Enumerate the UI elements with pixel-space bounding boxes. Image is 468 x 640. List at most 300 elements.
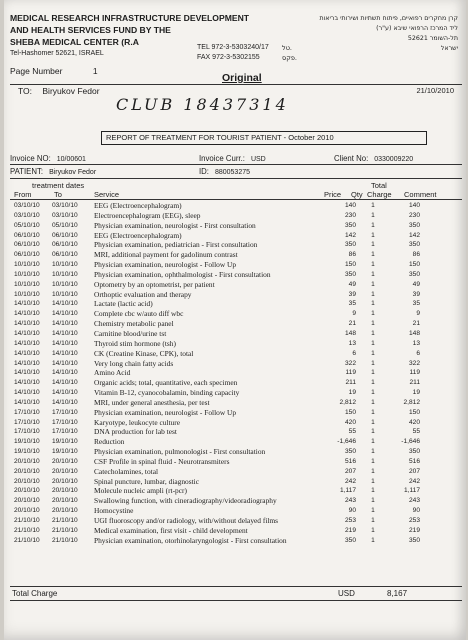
row-from-date: 21/10/10 [14,517,40,524]
row-to-date: 14/10/10 [52,329,78,337]
table-row [14,319,464,329]
row-to-date: 06/10/10 [52,241,78,249]
row-price: 55 [348,428,356,436]
row-service: Catecholamines, total [94,466,159,476]
row-charge: 142 [408,231,420,239]
row-price: 119 [345,369,356,377]
row-from-date: 03/10/10 [14,202,40,209]
row-to-date: 20/10/10 [52,507,78,515]
row-qty: 1 [371,369,375,377]
hebrew-contact-labels [282,43,297,63]
row-qty: 1 [371,398,375,406]
row-service: Physician examination, neurologist - First consultation [94,220,256,230]
row-from-date: 10/10/10 [14,290,40,298]
row-from-date: 17/10/10 [14,408,40,416]
row-charge: 211 [409,379,420,387]
row-from-date: 03/10/10 [14,211,40,219]
col-from: From [14,190,32,199]
recipient [18,86,100,96]
invoice-curr-value: USD [250,156,266,163]
row-price: -1,646 [337,438,356,446]
row-service: Vitamin B-12, cyanocobalamin, binding capacity [94,388,240,398]
row-charge: 90 [412,507,420,515]
hebrew-tel-label: טל. [282,44,292,52]
row-qty: 1 [371,221,375,229]
total-amount: 8,167 [387,589,408,598]
row-qty: 1 [371,359,375,367]
table-row [14,240,464,250]
table-row [14,427,464,437]
row-charge: 1,117 [403,487,420,495]
hebrew-line-3: תל-השומר 52621 [407,35,458,42]
client-no-label: Client No: [334,154,369,163]
row-to-date: 14/10/10 [52,359,78,367]
hebrew-line-2: ליד המרכז הרפואי שיבא (ע"ר) [376,25,458,32]
row-qty: 1 [371,536,375,544]
row-charge: 350 [408,536,420,544]
row-charge: 150 [408,261,420,269]
row-price: 207 [344,467,356,475]
row-from-date: 20/10/10 [14,487,40,495]
row-charge: 420 [408,418,420,426]
row-charge: -1,646 [401,438,420,446]
row-price: 219 [344,526,356,534]
to-name: Biryukov Fedor [42,86,100,96]
row-service: Homocystine [94,506,134,516]
row-charge: 49 [412,280,420,288]
row-price: 6 [352,349,356,357]
row-price: 242 [344,477,356,485]
hebrew-fax-label: פקס. [282,54,297,62]
row-price: 39 [348,290,356,298]
row-qty: 1 [371,418,375,426]
table-row [14,339,464,349]
row-service: DNA production for lab test [94,427,177,437]
row-from-date: 20/10/10 [14,467,40,475]
col-treatment-dates: treatment dates [32,181,85,190]
row-service: Karyotype, leukocyte culture [94,417,180,427]
row-price: 90 [348,507,356,515]
row-to-date: 20/10/10 [52,497,78,505]
row-to-date: 14/10/10 [52,379,78,387]
row-qty: 1 [371,270,375,278]
row-from-date: 06/10/10 [14,231,40,239]
row-price: 150 [344,261,356,269]
id-value: 880053275 [214,169,251,176]
row-charge: 35 [412,300,420,308]
table-row [14,378,464,388]
invoice-paper [4,0,466,640]
col-charge: Charge [367,190,392,199]
row-price: 13 [348,339,356,347]
table-row [14,486,464,496]
row-qty: 1 [371,241,375,249]
row-to-date: 14/10/10 [52,310,78,318]
row-qty: 1 [371,280,375,288]
row-service: Complete cbc w/auto diff wbc [94,309,184,319]
table-row [14,457,464,467]
hebrew-line-4: ישראל [440,45,458,52]
org-address: Tel-Hashomer 52621, ISRAEL [10,50,104,57]
row-charge: 13 [412,339,420,347]
row-from-date: 20/10/10 [14,507,40,515]
row-qty: 1 [371,389,375,397]
row-qty: 1 [371,526,375,534]
row-price: 350 [344,241,356,249]
row-qty: 1 [371,261,375,269]
org-line-3: SHEBA MEDICAL CENTER (R.A [10,37,139,47]
row-from-date: 14/10/10 [14,359,40,367]
row-service: Orthoptic evaluation and therapy [94,289,192,299]
row-to-date: 14/10/10 [52,349,78,357]
row-qty: 1 [371,477,375,485]
row-from-date: 14/10/10 [14,369,40,377]
invoice-curr-label: Invoice Curr.: [199,154,245,163]
row-qty: 1 [371,349,375,357]
table-row [14,516,464,526]
row-charge: 39 [412,290,420,298]
table-row [14,359,464,369]
total-divider [10,586,462,587]
col-service: Service [94,190,120,199]
row-to-date: 21/10/10 [52,517,78,524]
row-to-date: 06/10/10 [52,251,78,259]
row-price: 516 [344,457,356,465]
table-row [14,447,464,457]
row-qty: 1 [371,448,375,456]
col-qty: Qty [351,190,363,199]
row-price: 140 [344,202,356,209]
row-price: 420 [344,418,356,426]
row-price: 150 [344,408,356,416]
row-qty: 1 [371,231,375,239]
row-charge: 350 [408,221,420,229]
row-price: 35 [348,300,356,308]
row-to-date: 17/10/10 [52,418,78,426]
contact-numbers [197,43,269,63]
row-to-date: 10/10/10 [52,261,78,269]
row-qty: 1 [371,408,375,416]
row-service: Very long chain fatty acids [94,358,174,368]
row-charge: 86 [412,251,420,259]
table-row [14,477,464,487]
service-rows [14,201,464,546]
row-from-date: 06/10/10 [14,251,40,259]
id-label: ID: [199,167,209,176]
row-service: CSF Profile in spinal fluid - Neurotransmiters [94,456,230,466]
row-charge: 230 [408,211,420,219]
tel-number: TEL 972-3-5303240/17 [197,44,269,51]
row-to-date: 21/10/10 [52,536,78,544]
table-row [14,526,464,536]
table-row [14,506,464,516]
table-row [14,368,464,378]
row-from-date: 05/10/10 [14,221,40,229]
row-from-date: 14/10/10 [14,389,40,397]
total-charge-label: Total Charge [12,589,58,598]
row-price: 350 [344,536,356,544]
row-qty: 1 [371,438,375,446]
row-charge: 150 [408,408,420,416]
row-from-date: 14/10/10 [14,310,40,318]
row-service: Optometry by an optometrist, per patient [94,279,215,289]
table-row [14,211,464,221]
row-from-date: 10/10/10 [14,270,40,278]
patient-id [199,167,250,176]
row-price: 1,117 [339,487,356,495]
row-to-date: 10/10/10 [52,270,78,278]
row-from-date: 06/10/10 [14,241,40,249]
row-service: Organic acids; total, quantitative, each specimen [94,378,238,388]
col-total: Total [371,181,387,190]
row-qty: 1 [371,339,375,347]
row-price: 142 [344,231,356,239]
row-charge: 350 [408,448,420,456]
row-qty: 1 [371,517,375,524]
row-from-date: 19/10/10 [14,448,40,456]
row-service: Electroencephalogram (EEG), sleep [94,210,201,220]
row-from-date: 21/10/10 [14,536,40,544]
table-row [14,280,464,290]
row-to-date: 14/10/10 [52,389,78,397]
row-price: 243 [344,497,356,505]
table-row [14,388,464,398]
org-line-1: MEDICAL RESEARCH INFRASTRUCTURE DEVELOPMENT [10,13,250,23]
total-currency: USD [338,589,355,598]
row-charge: 207 [408,467,420,475]
table-row [14,536,464,546]
club-code-handwritten: CLUB 18437314 [116,95,289,114]
patient-divider [10,178,462,179]
row-service: Physician examination, ophthalmologist - First consultation [94,269,271,279]
row-from-date: 17/10/10 [14,418,40,426]
row-charge: 148 [408,329,420,337]
row-charge: 2,812 [403,398,420,406]
table-row [14,221,464,231]
row-price: 350 [344,221,356,229]
row-price: 148 [344,329,356,337]
row-from-date: 14/10/10 [14,349,40,357]
row-to-date: 20/10/10 [52,467,78,475]
row-qty: 1 [371,310,375,318]
row-from-date: 10/10/10 [14,280,40,288]
row-price: 49 [348,280,356,288]
row-charge: 242 [408,477,420,485]
hebrew-header [298,14,458,54]
to-label: TO: [18,86,33,96]
row-qty: 1 [371,329,375,337]
page-number [10,66,98,76]
row-service: Physician examination, neurologist - Follow Up [94,260,237,270]
row-to-date: 03/10/10 [52,202,78,209]
row-price: 350 [344,448,356,456]
row-to-date: 14/10/10 [52,398,78,406]
table-row [14,299,464,309]
row-service: Spinal puncture, lumbar, diagnostic [94,476,199,486]
row-to-date: 20/10/10 [52,457,78,465]
row-price: 19 [348,389,356,397]
header-divider [10,84,462,85]
row-to-date: 10/10/10 [52,280,78,288]
row-qty: 1 [371,379,375,387]
row-service: EEG (Electroencephalogram) [94,230,182,240]
page-number-value: 1 [92,66,98,76]
row-price: 350 [344,270,356,278]
row-service: MRI, additional payment for gadolinum contrast [94,250,238,260]
row-charge: 6 [416,349,420,357]
row-qty: 1 [371,251,375,259]
row-from-date: 14/10/10 [14,329,40,337]
row-from-date: 20/10/10 [14,457,40,465]
row-from-date: 20/10/10 [14,477,40,485]
row-from-date: 21/10/10 [14,526,40,534]
row-service: UGI fluoroscopy and/or radiology, with/without delayed films [94,516,279,525]
col-to: To [54,190,62,199]
row-to-date: 06/10/10 [52,231,78,239]
table-row [14,290,464,300]
row-from-date: 20/10/10 [14,497,40,505]
row-charge: 243 [408,497,420,505]
row-charge: 19 [412,389,420,397]
row-to-date: 14/10/10 [52,320,78,328]
row-to-date: 20/10/10 [52,477,78,485]
row-charge: 55 [412,428,420,436]
row-price: 9 [352,310,356,318]
row-charge: 322 [408,359,420,367]
row-qty: 1 [371,487,375,495]
row-to-date: 03/10/10 [52,211,78,219]
patient-value: Biryukov Fedor [49,169,97,176]
row-qty: 1 [371,507,375,515]
row-to-date: 17/10/10 [52,428,78,436]
row-service: Carnitine blood/urine tst [94,328,167,338]
row-price: 253 [344,517,356,524]
row-to-date: 19/10/10 [52,438,78,446]
row-charge: 219 [408,526,420,534]
row-from-date: 14/10/10 [14,379,40,387]
client-number [334,154,413,163]
row-qty: 1 [371,457,375,465]
columns-divider [10,199,462,200]
row-from-date: 14/10/10 [14,398,40,406]
row-from-date: 14/10/10 [14,300,40,308]
row-to-date: 20/10/10 [52,487,78,495]
patient-label: PATIENT: [10,167,44,176]
row-service: Lactate (lactic acid) [94,299,153,309]
table-row [14,329,464,339]
row-qty: 1 [371,300,375,308]
table-row [14,260,464,270]
table-row [14,201,464,211]
table-row [14,309,464,319]
row-qty: 1 [371,497,375,505]
invoice-number [10,154,86,163]
original-label: Original [222,72,262,84]
row-service: Chemistry metabolic panel [94,319,174,329]
org-line-2: AND HEALTH SERVICES FUND BY THE [10,25,171,35]
table-row [14,349,464,359]
row-service: Amino Acid [94,368,131,378]
row-price: 322 [344,359,356,367]
row-to-date: 17/10/10 [52,408,78,416]
table-row [14,270,464,280]
invoice-divider [10,164,462,165]
row-from-date: 19/10/10 [14,438,40,446]
row-price: 211 [345,379,356,387]
row-charge: 516 [408,457,420,465]
row-charge: 253 [408,517,420,524]
row-charge: 350 [408,270,420,278]
col-price: Price [324,190,342,199]
row-service: Reduction [94,437,125,447]
row-charge: 21 [412,320,420,328]
row-qty: 1 [371,290,375,298]
row-service: Physician examination, neurologist - Follow Up [94,407,237,417]
row-from-date: 14/10/10 [14,339,40,347]
row-charge: 140 [408,202,420,209]
client-no-value: 0330009220 [374,156,414,163]
invoice-no-label: Invoice NO: [10,154,51,163]
row-from-date: 10/10/10 [14,261,40,269]
row-qty: 1 [371,202,375,209]
row-price: 230 [344,211,356,219]
document-date: 21/10/2010 [416,86,454,95]
row-from-date: 17/10/10 [14,428,40,436]
fax-number: FAX 972-3-5302155 [197,54,260,61]
row-charge: 9 [416,310,420,318]
row-qty: 1 [371,211,375,219]
table-row [14,398,464,408]
page-number-label: Page Number [10,66,63,76]
row-service: EEG (Electroencephalogram) [94,201,182,210]
row-to-date: 05/10/10 [52,221,78,229]
patient [10,167,96,176]
row-charge: 119 [409,369,420,377]
row-qty: 1 [371,467,375,475]
row-to-date: 19/10/10 [52,448,78,456]
row-charge: 350 [408,241,420,249]
table-row [14,467,464,477]
row-qty: 1 [371,428,375,436]
row-to-date: 14/10/10 [52,300,78,308]
col-comment: Comment [404,190,437,199]
invoice-no-value: 10/00601 [56,156,86,163]
table-row [14,250,464,260]
row-service: Thyroid stim hormone (tsh) [94,338,176,348]
invoice-currency [199,154,266,163]
row-service: MRI, under general anesthesia, per test [94,397,210,407]
row-to-date: 10/10/10 [52,290,78,298]
row-service: Medical examination, first visit - child development [94,525,248,535]
table-row [14,496,464,506]
row-service: Swallowing function, with cineradiography/videoradiography [94,496,277,506]
row-service: Molecule nucleic ampli (rt-pcr) [94,486,187,496]
row-service: Physician examination, pediatrician - First consultation [94,240,258,250]
table-row [14,408,464,418]
row-service: Physician examination, otorhinolaryngologist - First consultation [94,535,287,545]
row-to-date: 14/10/10 [52,339,78,347]
report-title: REPORT OF TREATMENT FOR TOURIST PATIENT - October 2010 [101,131,427,145]
row-qty: 1 [371,320,375,328]
table-row [14,418,464,428]
total-bottom-divider [10,600,462,601]
row-price: 86 [348,251,356,259]
row-service: CK (Creatine Kinase, CPK), total [94,348,194,358]
row-price: 2,812 [339,398,356,406]
row-to-date: 21/10/10 [52,526,78,534]
row-to-date: 14/10/10 [52,369,78,377]
row-price: 21 [348,320,356,328]
